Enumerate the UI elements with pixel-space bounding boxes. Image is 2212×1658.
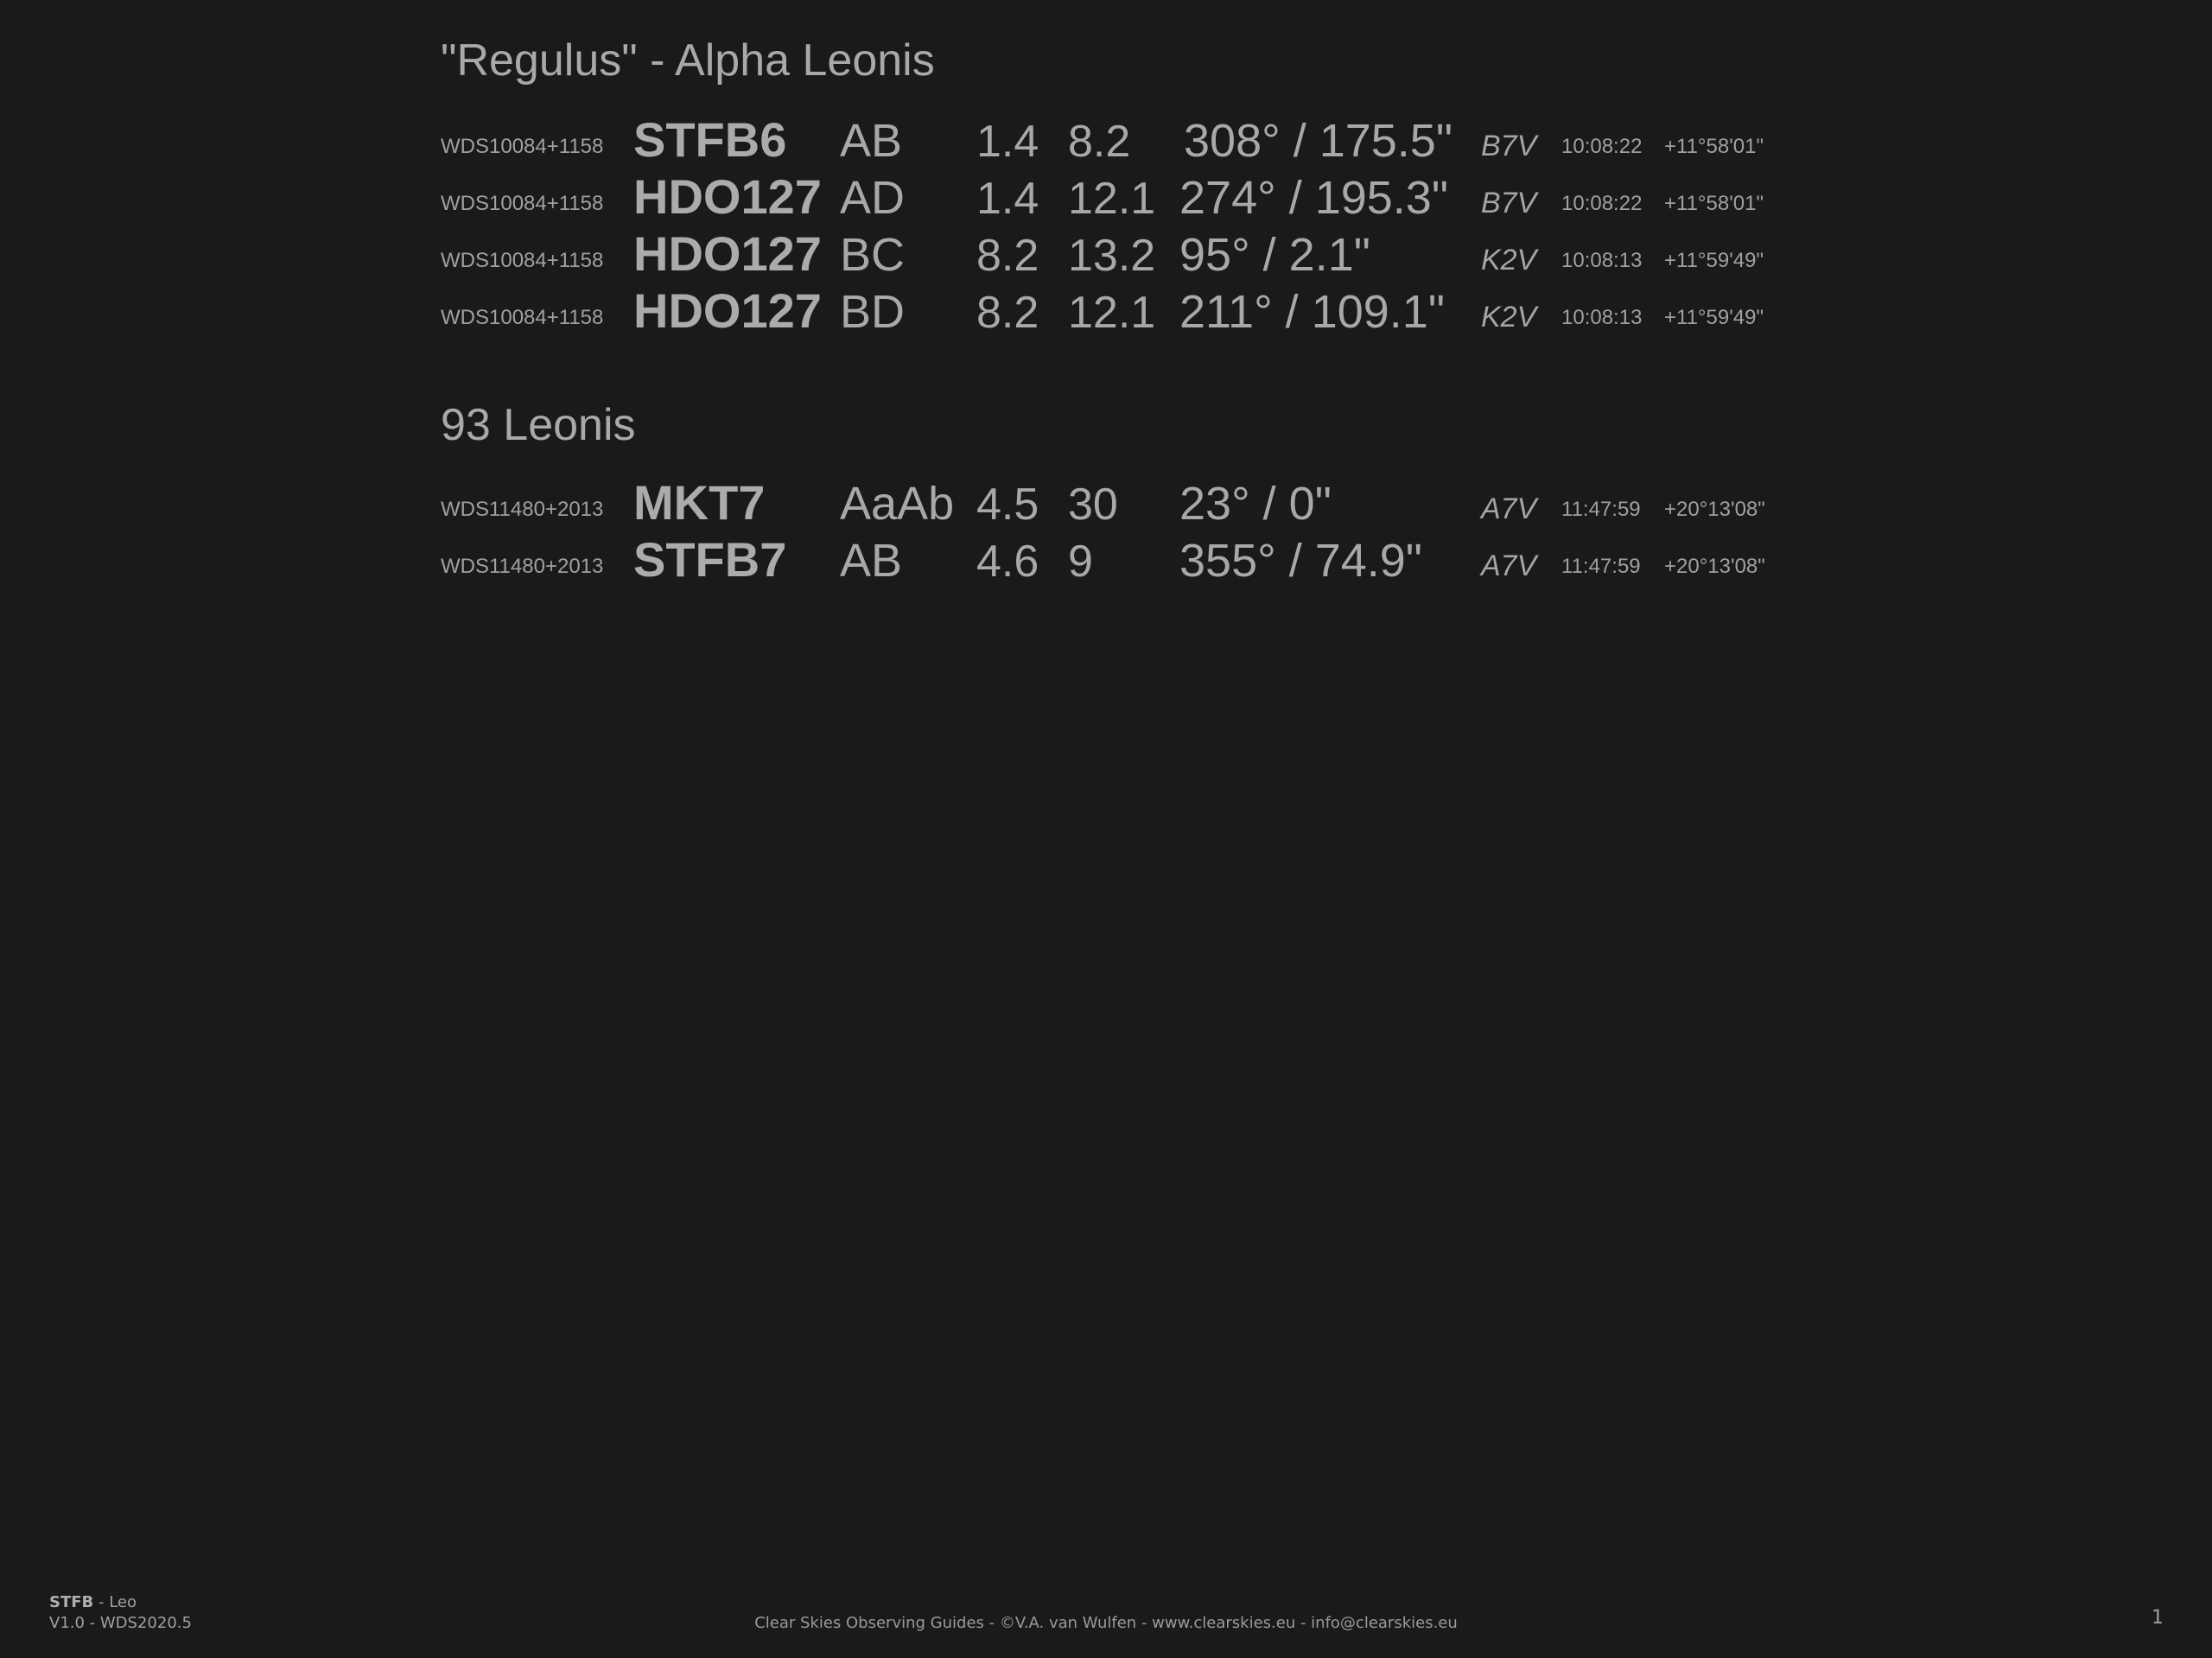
spectral-type: B7V — [1481, 130, 1537, 162]
magnitude-primary: 4.6 — [976, 537, 1039, 587]
magnitude-secondary: 13.2 — [1068, 231, 1156, 281]
discoverer-code: STFB6 — [633, 112, 787, 167]
table-row — [0, 114, 2212, 171]
right-ascension: 10:08:13 — [1561, 249, 1643, 272]
components: AB — [840, 115, 903, 167]
position-angle-separation: 274° / 195.3" — [1179, 172, 1449, 224]
discoverer-code: HDO127 — [633, 169, 822, 224]
footer-catalog: STFB — [49, 1593, 94, 1611]
declination: +11°59'49" — [1664, 249, 1764, 272]
position-angle-separation: 211° / 109.1" — [1179, 286, 1445, 338]
spectral-type: K2V — [1481, 301, 1537, 334]
group-title: "Regulus" - Alpha Leonis — [441, 35, 935, 86]
position-angle-separation: 95° / 2.1" — [1179, 229, 1370, 281]
magnitude-primary: 1.4 — [976, 117, 1039, 167]
magnitude-secondary: 9 — [1068, 537, 1093, 587]
spectral-type: A7V — [1481, 492, 1537, 525]
table-row — [0, 477, 2212, 534]
components: BC — [840, 229, 906, 281]
discoverer-code: HDO127 — [633, 226, 822, 281]
declination: +20°13'08" — [1664, 498, 1765, 521]
magnitude-secondary: 12.1 — [1068, 174, 1156, 224]
position-angle-separation: 355° / 74.9" — [1179, 535, 1422, 587]
magnitude-primary: 8.2 — [976, 288, 1039, 338]
right-ascension: 10:08:22 — [1561, 135, 1643, 158]
spectral-type: K2V — [1481, 244, 1537, 276]
table-row — [0, 534, 2212, 591]
table-row — [0, 171, 2212, 228]
magnitude-secondary: 12.1 — [1068, 288, 1156, 338]
right-ascension: 10:08:22 — [1561, 192, 1643, 215]
magnitude-secondary: 8.2 — [1068, 117, 1131, 167]
table-row — [0, 228, 2212, 285]
position-angle-separation: 23° / 0" — [1179, 478, 1332, 530]
magnitude-secondary: 30 — [1068, 480, 1118, 530]
magnitude-primary: 1.4 — [976, 174, 1039, 224]
wds-id: WDS10084+1158 — [441, 306, 604, 329]
discoverer-code: HDO127 — [633, 283, 822, 338]
components: AaAb — [840, 478, 955, 530]
declination: +11°58'01" — [1664, 192, 1764, 215]
footer-credits: Clear Skies Observing Guides - ©V.A. van Wulfen - www.clearskies.eu - info@clearskies.eu — [754, 1614, 1458, 1632]
magnitude-primary: 4.5 — [976, 480, 1039, 530]
wds-id: WDS11480+2013 — [441, 555, 604, 578]
wds-id: WDS10084+1158 — [441, 249, 604, 272]
wds-id: WDS10084+1158 — [441, 192, 604, 215]
table-row — [0, 285, 2212, 342]
footer-version: V1.0 - WDS2020.5 — [49, 1614, 192, 1632]
position-angle-separation: 308° / 175.5" — [1184, 115, 1453, 167]
spectral-type: A7V — [1481, 549, 1537, 582]
footer-catalog-line — [49, 1592, 192, 1613]
discoverer-code: STFB7 — [633, 532, 787, 587]
magnitude-primary: 8.2 — [976, 231, 1039, 281]
declination: +11°59'49" — [1664, 306, 1764, 329]
page-number: 1 — [2152, 1607, 2164, 1629]
components: AD — [840, 172, 906, 224]
components: AB — [840, 535, 903, 587]
discoverer-code: MKT7 — [633, 475, 766, 530]
spectral-type: B7V — [1481, 187, 1537, 219]
declination: +20°13'08" — [1664, 555, 1765, 578]
footer-constellation: - Leo — [93, 1593, 137, 1611]
components: BD — [840, 286, 906, 338]
wds-id: WDS10084+1158 — [441, 135, 604, 158]
right-ascension: 10:08:13 — [1561, 306, 1643, 329]
right-ascension: 11:47:59 — [1561, 498, 1641, 521]
right-ascension: 11:47:59 — [1561, 555, 1641, 578]
wds-id: WDS11480+2013 — [441, 498, 604, 521]
group-title: 93 Leonis — [441, 400, 636, 450]
declination: +11°58'01" — [1664, 135, 1764, 158]
